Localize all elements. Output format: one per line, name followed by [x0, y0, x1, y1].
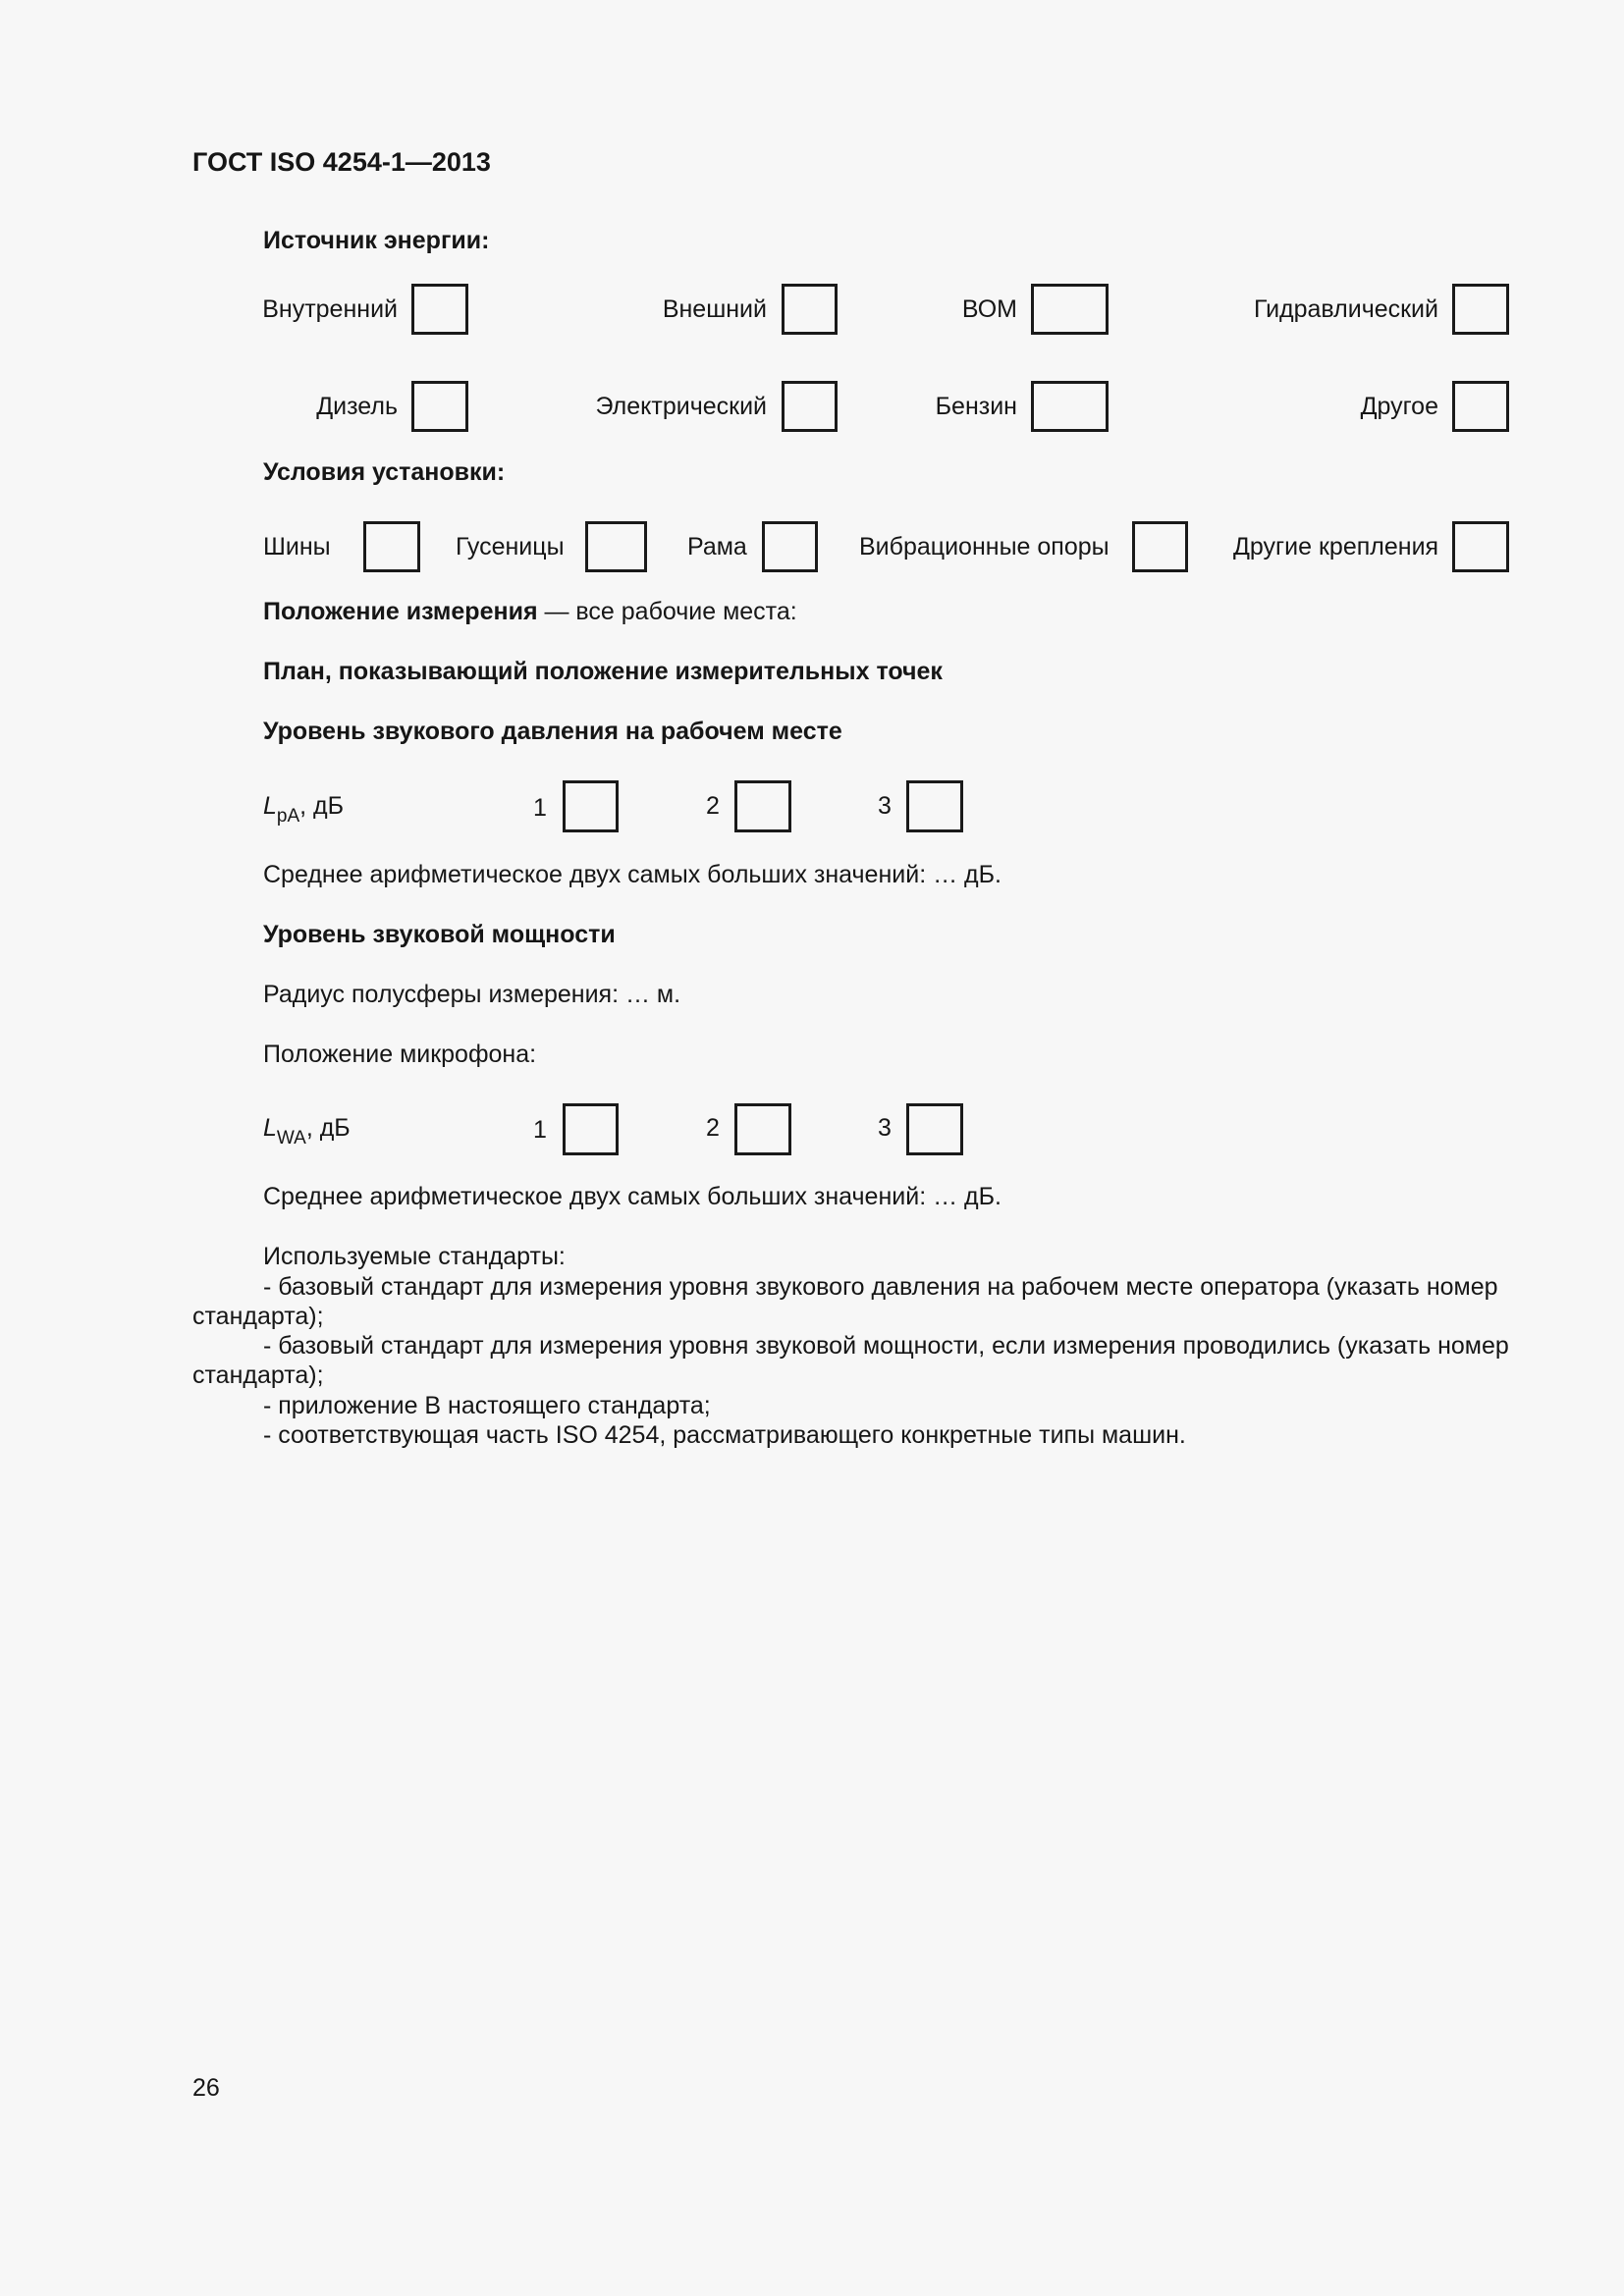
mount-other-checkbox[interactable] [1452, 521, 1509, 572]
lpa-number-1: 1 [533, 794, 547, 822]
energy-petrol-label: Бензин [935, 393, 1017, 420]
lpa-number-2: 2 [706, 792, 720, 820]
lwa-value-1-box[interactable] [563, 1103, 619, 1155]
mount-tyres-label: Шины [263, 533, 331, 561]
energy-other-label: Другое [1360, 393, 1438, 420]
mount-vibration-label: Вибрационные опоры [859, 533, 1110, 561]
lpa-average-text: Среднее арифметическое двух самых больших значений: … дБ. [263, 861, 1001, 888]
mount-tracks-label: Гусеницы [456, 533, 565, 561]
sound-power-heading: Уровень звуковой мощности [263, 921, 616, 948]
energy-diesel-checkbox[interactable] [411, 381, 468, 432]
radius-text: Радиус полусферы измерения: … м. [263, 981, 681, 1008]
mount-vibration-checkbox[interactable] [1132, 521, 1188, 572]
lpa-value-1-box[interactable] [563, 780, 619, 832]
lpa-unit: , дБ [299, 792, 345, 820]
energy-hydraulic-checkbox[interactable] [1452, 284, 1509, 335]
standards-heading: Используемые стандарты: [263, 1243, 566, 1270]
standards-item-1-line-1: - базовый стандарт для измерения уровня звукового давления на рабочем месте оператора (указать номер [263, 1273, 1498, 1301]
lwa-value-3-box[interactable] [906, 1103, 963, 1155]
lwa-value-2-box[interactable] [734, 1103, 791, 1155]
document-id: ГОСТ ISO 4254-1—2013 [192, 147, 491, 177]
lwa-number-2: 2 [706, 1114, 720, 1142]
lwa-unit: , дБ [305, 1114, 351, 1142]
lwa-label [263, 1113, 351, 1153]
lpa-label [263, 791, 344, 831]
measurement-position-rest: — все рабочие места: [537, 598, 797, 625]
energy-petrol-checkbox[interactable] [1031, 381, 1109, 432]
lwa-number-1: 1 [533, 1116, 547, 1144]
mount-tyres-checkbox[interactable] [363, 521, 420, 572]
mount-frame-checkbox[interactable] [762, 521, 818, 572]
lpa-subscript: pA [276, 806, 300, 827]
standards-item-2-line-1: - базовый стандарт для измерения уровня звуковой мощности, если измерения проводились (указать номер [263, 1332, 1509, 1360]
mount-frame-label: Рама [687, 533, 747, 561]
mount-tracks-checkbox[interactable] [585, 521, 647, 572]
energy-hydraulic-label: Гидравлический [1253, 295, 1438, 323]
energy-external-checkbox[interactable] [782, 284, 838, 335]
standards-item-3: - приложение В настоящего стандарта; [263, 1392, 711, 1419]
mounting-heading: Условия установки: [263, 458, 506, 486]
measurement-position-bold: Положение измерения [263, 598, 538, 625]
energy-pto-checkbox[interactable] [1031, 284, 1109, 335]
lwa-subscript: WA [276, 1128, 306, 1148]
energy-internal-label: Внутренний [262, 295, 398, 323]
standards-item-2-line-2: стандарта); [192, 1362, 324, 1389]
sound-pressure-heading: Уровень звукового давления на рабочем месте [263, 718, 842, 745]
lpa-value-3-box[interactable] [906, 780, 963, 832]
lpa-symbol: L [263, 792, 277, 820]
lwa-number-3: 3 [878, 1114, 892, 1142]
energy-diesel-label: Дизель [316, 393, 398, 420]
lwa-symbol: L [263, 1114, 277, 1142]
energy-electric-label: Электрический [595, 393, 767, 420]
energy-pto-label: ВОМ [961, 295, 1017, 323]
plan-heading: План, показывающий положение измерительных точек [263, 658, 943, 685]
energy-internal-checkbox[interactable] [411, 284, 468, 335]
standards-item-4: - соответствующая часть ISO 4254, рассматривающего конкретные типы машин. [263, 1421, 1186, 1449]
mount-other-label: Другие крепления [1233, 533, 1439, 561]
mic-position-text: Положение микрофона: [263, 1041, 537, 1068]
lpa-number-3: 3 [878, 792, 892, 820]
lwa-average-text: Среднее арифметическое двух самых больших значений: … дБ. [263, 1183, 1001, 1210]
energy-other-checkbox[interactable] [1452, 381, 1509, 432]
energy-external-label: Внешний [662, 295, 767, 323]
standards-item-1-line-2: стандарта); [192, 1303, 324, 1330]
energy-source-heading: Источник энергии: [263, 227, 490, 254]
page-number: 26 [192, 2074, 220, 2102]
measurement-position-line [263, 597, 797, 626]
lpa-value-2-box[interactable] [734, 780, 791, 832]
energy-electric-checkbox[interactable] [782, 381, 838, 432]
